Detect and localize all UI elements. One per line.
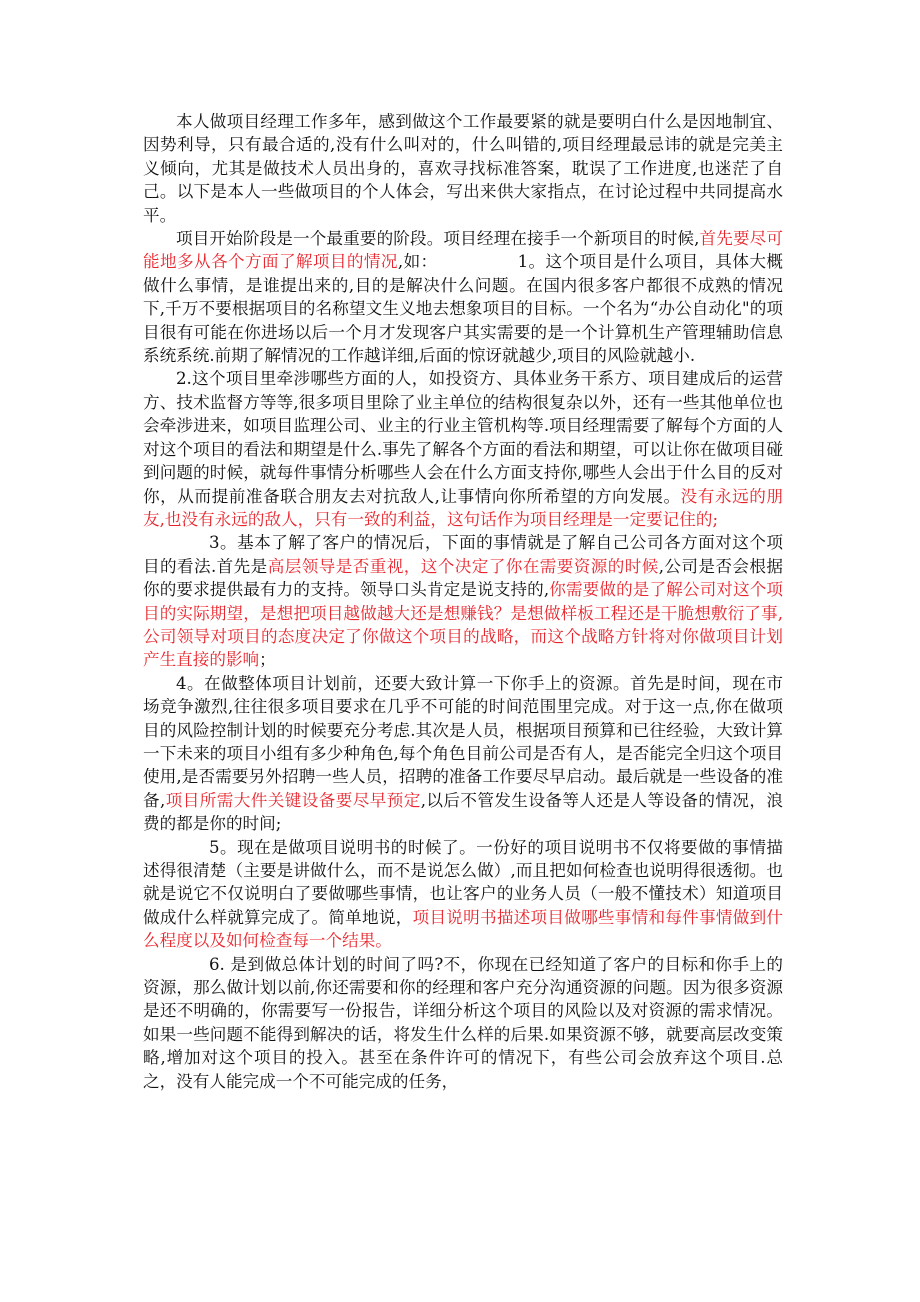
body-text: 6. 是到做总体计划的时间了吗?不，你现在已经知道了客户的目标和你手上的资源，那么做计划以前,你还需要和你的经理和客户充分沟通资源的问题。因为很多资源是还不明确的，你需要写一份报告，详细分析这个项目的风险以及对资源的需求情况。如果一些问题不能得到解决的话，将发生什么样的后果.如果资源不够，就要高层改变策略,增加对这个项目的投入。甚至在条件许可的情况下，有些公司会放弃这个项目.总之，没有人能完成一个不可能完成的任务， [143,954,783,1091]
body-text: 4。在做整体项目计划前，还要大致计算一下你手上的资源。首先是时间，现在市场竞争激烈,往往很多项目要求在几乎不可能的时间范围里完成。对于这一点,你在做项目的风险控制计划的时候要充分考虑.其次是人员，根据项目预算和已往经验，大致计算一下未来的项目小组有多少种角色,每个角色目前公司是否有人，是否能完全归这个项目使用,是否需要另外招聘一些人员，招聘的准备工作要尽早启动。最后就是一些设备的准备, [143,673,783,810]
paragraph [143,531,783,671]
paragraph [143,836,783,953]
highlighted-text: 首先要尽可能地多从各个方面了解项目的情况 [143,229,783,272]
body-text: ,公司是否会根据你的要求提供最有力的支持。领导口头肯定是说支持的, [143,556,783,600]
highlighted-text: 项目说明书描述项目做哪些事情和每件事情做到什么程度以及如何检查每一个结果。 [143,907,784,951]
body-text: ,以后不管发生设备等人还是人等设备的情况，浪费的都是你的时间; [143,790,783,834]
paragraph [143,953,783,1093]
paragraph [143,367,783,531]
paragraph [143,110,783,227]
body-text: 本人做项目经理工作多年，感到做这个工作最要紧的就是要明白什么是因地制宜、因势利导，只有最合适的,没有什么叫对的，什么叫错的,项目经理最忌讳的就是完美主义倾向，尤其是做技术人员出身的，喜欢寻找标准答案，耽误了工作进度,也迷茫了自己。以下是本人一些做项目的个人体会，写出来供大家指点，在讨论过程中共同提高水平。 [143,112,783,225]
body-text: 项目开始阶段是一个最重要的阶段。项目经理在接手一个新项目的时候, [176,229,700,249]
body-text: 3。基本了解了客户的情况后，下面的事情就是了解自己公司各方面对这个项目的看法.首先是 [143,533,783,576]
body-text: 1。这个项目是什么项目，具体大概做什么事情，是谁提出来的,目的是解决什么问题。在国内很多客户都很不成熟的情况下,千万不要根据项目的名称望文生义地去想象项目的目标。一个名为“办公自动化"的项目很有可能在你进场以后一个月才发现客户其实需要的是一个计算机生产管理辅助信息系统系统.前期了解情况的工作越详细,后面的惊讶就越少,项目的风险就越小. [143,252,784,366]
body-text: ； [259,650,276,670]
highlighted-text: 项目所需大件关键设备要尽早预定 [165,790,421,810]
highlighted-text: 高层领导是否重视，这个决定了你在需要资源的时候 [267,556,659,576]
body-text: 5。现在是做项目说明书的时候了。一份好的项目说明书不仅将要做的事情描述得很清楚（主要是讲做什么，而不是说怎么做）,而且把如何检查也说明得很透彻。也就是说它不仅说明白了要做哪些事情，也让客户的业务人员（一般不懂技术）知道项目做成什么样就算完成了。简单地说， [143,837,783,927]
highlighted-text: 你需要做的是了解公司对这个项目的实际期望，是想把项目越做越大还是想赚钱？是想做样板工程还是干脆想敷衍了事,公司领导对项目的态度决定了你做这个项目的战略，而这个战略方针将对你做项目计划产生直接的影响 [143,580,783,670]
highlighted-text: 没有永远的朋友,也没有永远的敌人，只有一致的利益，这句话作为项目经理是一定要记住的; [143,486,783,529]
document-body [143,110,783,1093]
body-text: ,如： [397,252,438,272]
body-text: 2.这个项目里牵涉哪些方面的人，如投资方、具体业务干系方、项目建成后的运营方、技术监督方等等,很多项目里除了业主单位的结构很复杂以外，还有一些其他单位也会牵涉进来，如项目监理公司、业主的行业主管机构等.项目经理需要了解每个方面的人对这个项目的看法和期望是什么.事先了解各个方面的看法和期望，可以让你在做项目碰到问题的时候，就每件事情分析哪些人会在什么方面支持你,哪些人会出于什么目的反对你，从而提前准备联合朋友去对抗敌人,让事情向你所希望的方向发展。 [143,369,783,506]
paragraph [143,672,783,836]
paragraph [143,227,783,367]
